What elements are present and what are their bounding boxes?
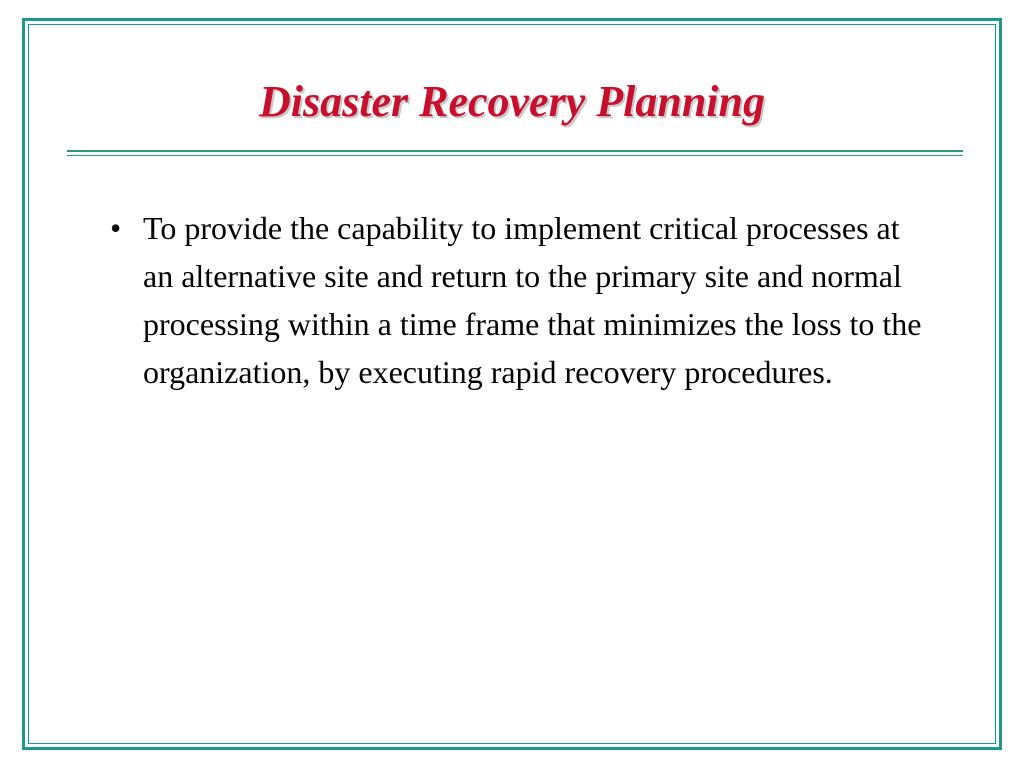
bullet-icon: • — [110, 210, 122, 246]
title-divider-line — [67, 150, 963, 152]
bullet-text: To provide the capability to implement critical processes at an alternative site and return to the primary site and normal processing within a time frame that minimizes the loss to the organization, by executing rapid recovery procedures. — [143, 210, 922, 390]
bullet-list — [110, 204, 930, 396]
title-divider-line-thin — [67, 155, 963, 156]
slide-title: Disaster Recovery Planning — [259, 77, 765, 126]
bullet-item — [110, 204, 930, 396]
